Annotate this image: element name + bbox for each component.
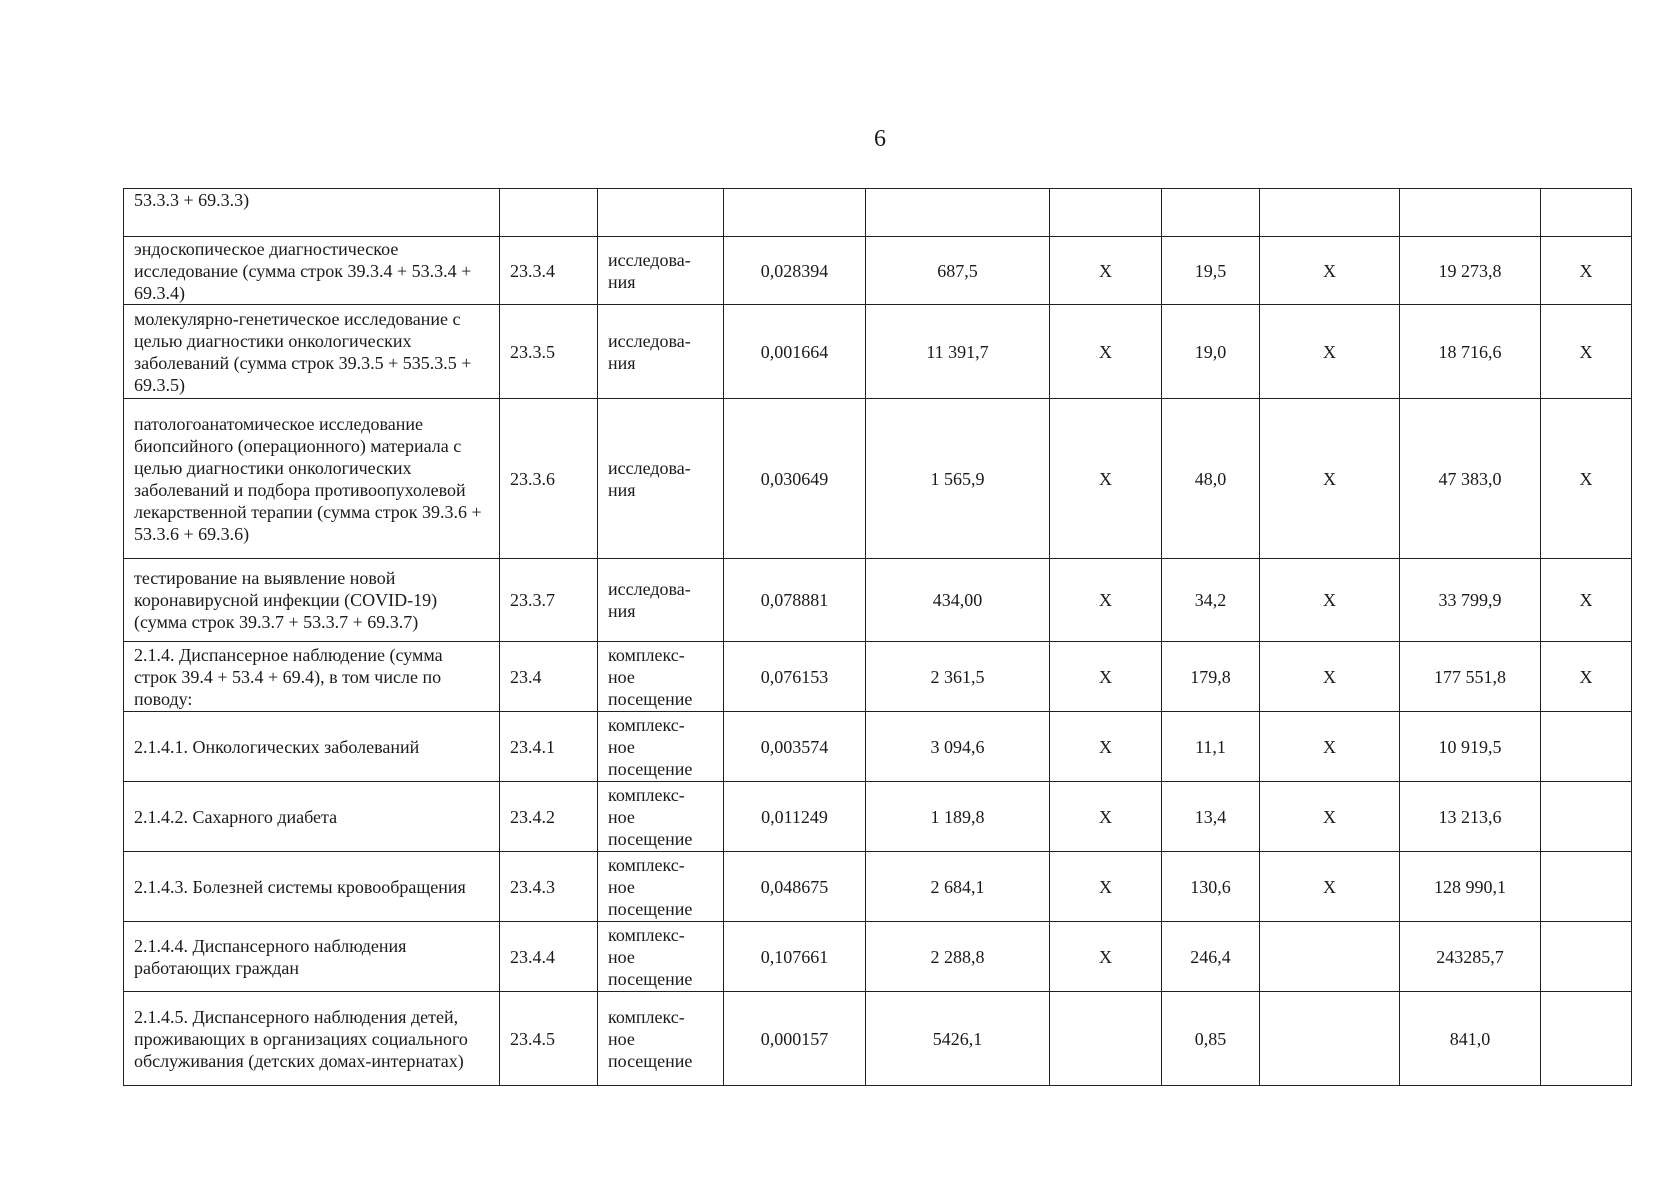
cell-x-3 xyxy=(1541,922,1632,992)
cell-x-3 xyxy=(1541,852,1632,922)
cell-total: 10 919,5 xyxy=(1400,712,1541,782)
cell-per-capita: 11,1 xyxy=(1162,712,1260,782)
cell-cost: 687,5 xyxy=(866,237,1050,305)
cell-standard: 0,078881 xyxy=(724,559,866,642)
cell-x-3 xyxy=(1541,712,1632,782)
cell-per-capita: 19,5 xyxy=(1162,237,1260,305)
cell-standard: 0,030649 xyxy=(724,399,866,559)
cell-x-2 xyxy=(1260,189,1400,237)
cell-x-2: X xyxy=(1260,782,1400,852)
row-unit: исследова- ния xyxy=(598,305,724,399)
cell-standard: 0,048675 xyxy=(724,852,866,922)
row-unit: исследова- ния xyxy=(598,399,724,559)
cell-cost: 1 565,9 xyxy=(866,399,1050,559)
row-name: 2.1.4.1. Онкологических заболеваний xyxy=(124,712,500,782)
cell-per-capita: 34,2 xyxy=(1162,559,1260,642)
cell-x-2 xyxy=(1260,922,1400,992)
cell-standard: 0,001664 xyxy=(724,305,866,399)
row-code: 23.4 xyxy=(500,642,598,712)
row-unit: исследова- ния xyxy=(598,559,724,642)
row-unit: комплекс- ное посещение xyxy=(598,922,724,992)
cell-standard: 0,000157 xyxy=(724,992,866,1086)
row-code: 23.4.3 xyxy=(500,852,598,922)
row-name: молекулярно-генетическое исследование с целью диагностики онкологических заболеваний (сумма строк 39.3.5 + 535.3.5 + 69.3.5) xyxy=(124,305,500,399)
cell-total: 18 716,6 xyxy=(1400,305,1541,399)
cell-x-2: X xyxy=(1260,712,1400,782)
cell-x-1: X xyxy=(1050,305,1162,399)
cell-cost: 3 094,6 xyxy=(866,712,1050,782)
row-code: 23.4.5 xyxy=(500,992,598,1086)
cell-x-3: X xyxy=(1541,237,1632,305)
cell-total: 47 383,0 xyxy=(1400,399,1541,559)
cell-x-1: X xyxy=(1050,922,1162,992)
row-unit: комплекс- ное посещение xyxy=(598,992,724,1086)
cell-per-capita: 179,8 xyxy=(1162,642,1260,712)
table-row xyxy=(124,399,1632,559)
cell-total: 128 990,1 xyxy=(1400,852,1541,922)
cell-x-3: X xyxy=(1541,642,1632,712)
cell-x-3: X xyxy=(1541,559,1632,642)
table-row xyxy=(124,642,1632,712)
cell-x-1: X xyxy=(1050,559,1162,642)
cell-x-2: X xyxy=(1260,642,1400,712)
data-table xyxy=(123,188,1632,1086)
page-number: 6 xyxy=(874,126,886,152)
cell-x-2: X xyxy=(1260,852,1400,922)
row-code: 23.3.7 xyxy=(500,559,598,642)
cell-x-1: X xyxy=(1050,237,1162,305)
cell-x-2: X xyxy=(1260,237,1400,305)
cell-x-1: X xyxy=(1050,399,1162,559)
cell-total xyxy=(1400,189,1541,237)
cell-total: 841,0 xyxy=(1400,992,1541,1086)
row-name: тестирование на выявление новой коронавирусной инфекции (COVID-19) (сумма строк 39.3.7 + 53.3.7 + 69.3.7) xyxy=(124,559,500,642)
cell-standard: 0,028394 xyxy=(724,237,866,305)
table-body xyxy=(124,189,1632,1086)
cell-x-1: X xyxy=(1050,712,1162,782)
cell-x-2: X xyxy=(1260,399,1400,559)
cell-per-capita: 130,6 xyxy=(1162,852,1260,922)
row-unit: комплекс- ное посещение xyxy=(598,782,724,852)
table-row xyxy=(124,992,1632,1086)
cell-x-2 xyxy=(1260,992,1400,1086)
cell-per-capita xyxy=(1162,189,1260,237)
row-name: 2.1.4.4. Диспансерного наблюдения работающих граждан xyxy=(124,922,500,992)
row-unit xyxy=(598,189,724,237)
cell-standard: 0,003574 xyxy=(724,712,866,782)
cell-standard: 0,076153 xyxy=(724,642,866,712)
row-code: 23.3.5 xyxy=(500,305,598,399)
table-row xyxy=(124,305,1632,399)
cell-standard: 0,107661 xyxy=(724,922,866,992)
row-unit: комплекс- ное посещение xyxy=(598,852,724,922)
cell-cost xyxy=(866,189,1050,237)
row-code: 23.4.4 xyxy=(500,922,598,992)
cell-per-capita: 0,85 xyxy=(1162,992,1260,1086)
table-row xyxy=(124,852,1632,922)
cell-cost: 1 189,8 xyxy=(866,782,1050,852)
cell-x-3 xyxy=(1541,992,1632,1086)
row-name: 2.1.4.5. Диспансерного наблюдения детей, проживающих в организациях социального обслуживания (детских домах-интернатах) xyxy=(124,992,500,1086)
table-row xyxy=(124,922,1632,992)
row-name: патологоанатомическое исследование биопсийного (операционного) материала с целью диагностики онкологических заболеваний и подбора противоопухолевой лекарственной терапии (сумма строк 39.3.6 + 53.3.6 + 69.3.6) xyxy=(124,399,500,559)
cell-cost: 2 361,5 xyxy=(866,642,1050,712)
cell-total: 177 551,8 xyxy=(1400,642,1541,712)
row-code xyxy=(500,189,598,237)
cell-cost: 2 288,8 xyxy=(866,922,1050,992)
cell-x-3: X xyxy=(1541,305,1632,399)
table-row xyxy=(124,189,1632,237)
cell-x-2: X xyxy=(1260,559,1400,642)
cell-cost: 2 684,1 xyxy=(866,852,1050,922)
cell-x-1: X xyxy=(1050,852,1162,922)
row-name: 2.1.4.2. Сахарного диабета xyxy=(124,782,500,852)
cell-per-capita: 48,0 xyxy=(1162,399,1260,559)
row-name: эндоскопическое диагностическое исследование (сумма строк 39.3.4 + 53.3.4 + 69.3.4) xyxy=(124,237,500,305)
cell-total: 243285,7 xyxy=(1400,922,1541,992)
cell-x-1 xyxy=(1050,992,1162,1086)
cell-per-capita: 246,4 xyxy=(1162,922,1260,992)
table-row xyxy=(124,559,1632,642)
cell-x-2: X xyxy=(1260,305,1400,399)
cell-per-capita: 13,4 xyxy=(1162,782,1260,852)
cell-standard xyxy=(724,189,866,237)
cell-total: 19 273,8 xyxy=(1400,237,1541,305)
cell-cost: 434,00 xyxy=(866,559,1050,642)
cell-total: 33 799,9 xyxy=(1400,559,1541,642)
cell-x-1: X xyxy=(1050,642,1162,712)
table-row xyxy=(124,712,1632,782)
cell-per-capita: 19,0 xyxy=(1162,305,1260,399)
table-row xyxy=(124,782,1632,852)
cell-total: 13 213,6 xyxy=(1400,782,1541,852)
row-unit: исследова- ния xyxy=(598,237,724,305)
row-name: 53.3.3 + 69.3.3) xyxy=(124,189,500,237)
row-code: 23.4.2 xyxy=(500,782,598,852)
cell-x-1: X xyxy=(1050,782,1162,852)
row-name: 2.1.4. Диспансерное наблюдение (сумма строк 39.4 + 53.4 + 69.4), в том числе по поводу: xyxy=(124,642,500,712)
row-code: 23.3.6 xyxy=(500,399,598,559)
row-name: 2.1.4.3. Болезней системы кровообращения xyxy=(124,852,500,922)
row-unit: комплекс- ное посещение xyxy=(598,712,724,782)
row-code: 23.3.4 xyxy=(500,237,598,305)
table-row xyxy=(124,237,1632,305)
cell-standard: 0,011249 xyxy=(724,782,866,852)
cell-x-3 xyxy=(1541,189,1632,237)
cell-cost: 5426,1 xyxy=(866,992,1050,1086)
cell-x-1 xyxy=(1050,189,1162,237)
cell-x-3: X xyxy=(1541,399,1632,559)
cell-x-3 xyxy=(1541,782,1632,852)
cell-cost: 11 391,7 xyxy=(866,305,1050,399)
row-unit: комплекс- ное посещение xyxy=(598,642,724,712)
row-code: 23.4.1 xyxy=(500,712,598,782)
